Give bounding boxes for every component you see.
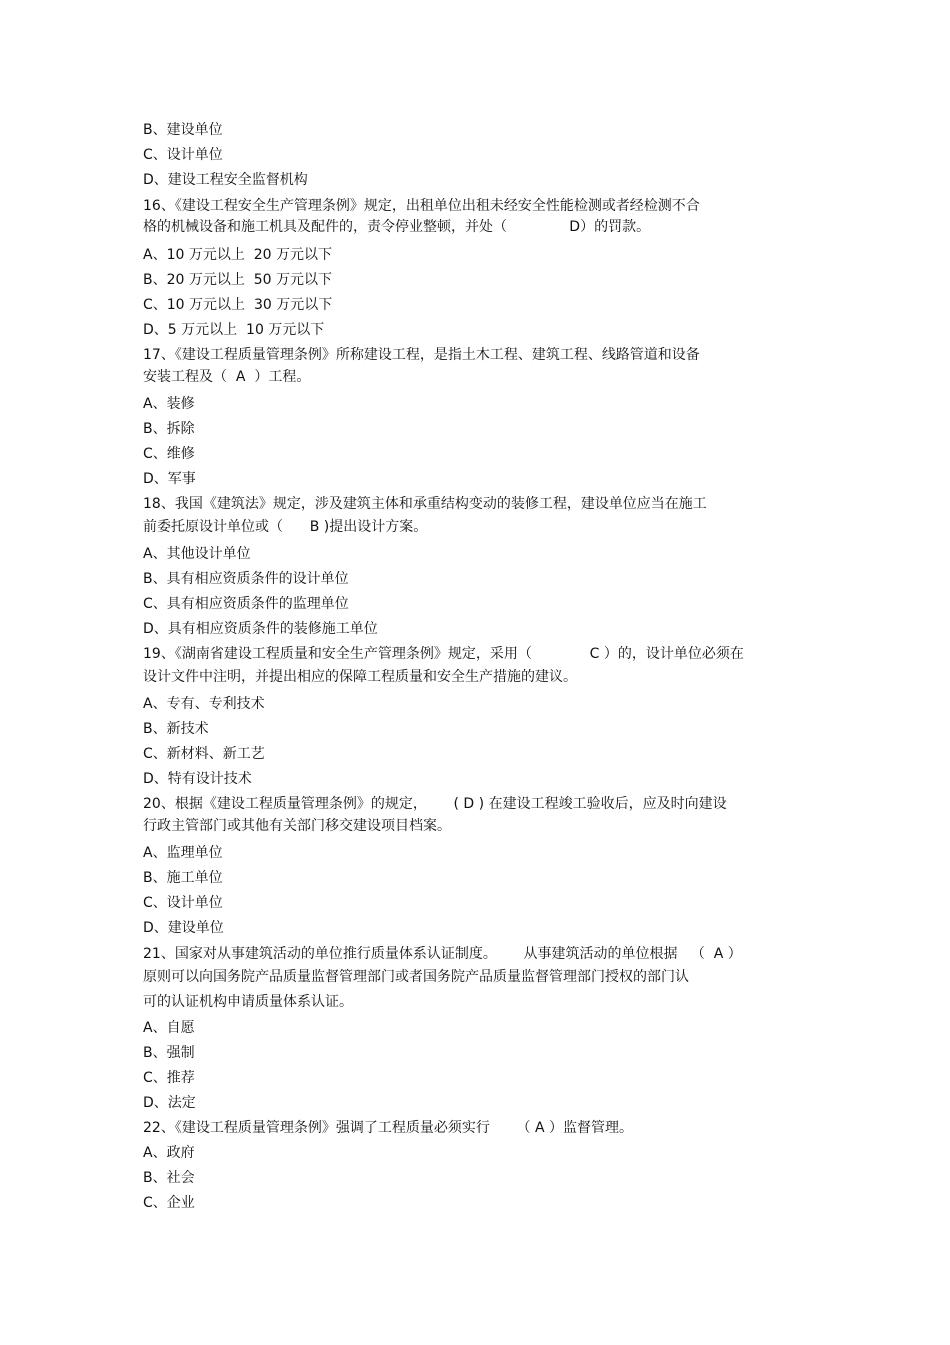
question-line: 行政主管部门或其他有关部门移交建设项目档案。 — [143, 818, 451, 834]
option-line: A、政府 — [143, 1145, 195, 1161]
option-line: A、自愿 — [143, 1020, 195, 1036]
option-line: B、20 万元以上 50 万元以下 — [143, 272, 333, 288]
option-line: C、10 万元以上 30 万元以下 — [143, 297, 333, 313]
question-line: 安装工程及（ A ）工程。 — [143, 369, 311, 385]
question-line: 22、《建设工程质量管理条例》强调了工程质量必须实行 （ A ）监督管理。 — [143, 1120, 633, 1136]
option-line: A、10 万元以上 20 万元以下 — [143, 247, 333, 263]
question-line: 16、《建设工程安全生产管理条例》规定，出租单位出租未经安全性能检测或者经检测不合 — [143, 198, 700, 214]
option-line: B、施工单位 — [143, 870, 223, 886]
option-line: A、其他设计单位 — [143, 546, 251, 562]
option-line: B、强制 — [143, 1045, 195, 1061]
question-line: 可的认证机构申请质量体系认证。 — [143, 994, 353, 1010]
question-line: 19、《湖南省建设工程质量和安全生产管理条例》规定，采用（ C ）的，设计单位必须在 — [143, 646, 744, 662]
question-line: 18、我国《建筑法》规定，涉及建筑主体和承重结构变动的装修工程，建设单位应当在施工 — [143, 496, 707, 512]
question-line: 20、根据《建设工程质量管理条例》的规定， ( D ) 在建设工程竣工验收后，应及时向建设 — [143, 796, 727, 812]
option-line: C、推荐 — [143, 1070, 195, 1086]
option-line: D、特有设计技术 — [143, 771, 252, 787]
option-line: B、社会 — [143, 1170, 195, 1186]
option-line: B、具有相应资质条件的设计单位 — [143, 571, 349, 587]
option-line: D、具有相应资质条件的装修施工单位 — [143, 621, 378, 637]
option-line: C、维修 — [143, 446, 195, 462]
option-line: B、建设单位 — [143, 122, 223, 138]
option-line: A、专有、专利技术 — [143, 696, 265, 712]
option-line: A、装修 — [143, 396, 195, 412]
option-line: D、5 万元以上 10 万元以下 — [143, 322, 325, 338]
option-line: D、军事 — [143, 471, 196, 487]
question-line: 前委托原设计单位或（ B )提出设计方案。 — [143, 519, 428, 535]
option-line: B、拆除 — [143, 421, 195, 437]
option-line: D、法定 — [143, 1095, 196, 1111]
option-line: A、监理单位 — [143, 845, 223, 861]
option-line: D、建设工程安全监督机构 — [143, 172, 308, 188]
option-line: C、新材料、新工艺 — [143, 746, 265, 762]
question-line: 原则可以向国务院产品质量监督管理部门或者国务院产品质量监督管理部门授权的部门认 — [143, 969, 689, 985]
question-line: 21、国家对从事建筑活动的单位推行质量体系认证制度。 从事建筑活动的单位根据 （ A ） — [143, 946, 742, 962]
question-line: 17、《建设工程质量管理条例》所称建设工程，是指土木工程、建筑工程、线路管道和设备 — [143, 347, 700, 363]
option-line: C、企业 — [143, 1195, 195, 1211]
question-line: 格的机械设备和施工机具及配件的，责令停业整顿，并处（ D）的罚款。 — [143, 219, 651, 235]
option-line: C、设计单位 — [143, 147, 223, 163]
question-line: 设计文件中注明，并提出相应的保障工程质量和安全生产措施的建议。 — [143, 669, 577, 685]
option-line: D、建设单位 — [143, 920, 224, 936]
option-line: B、新技术 — [143, 721, 209, 737]
option-line: C、设计单位 — [143, 895, 223, 911]
option-line: C、具有相应资质条件的监理单位 — [143, 596, 349, 612]
